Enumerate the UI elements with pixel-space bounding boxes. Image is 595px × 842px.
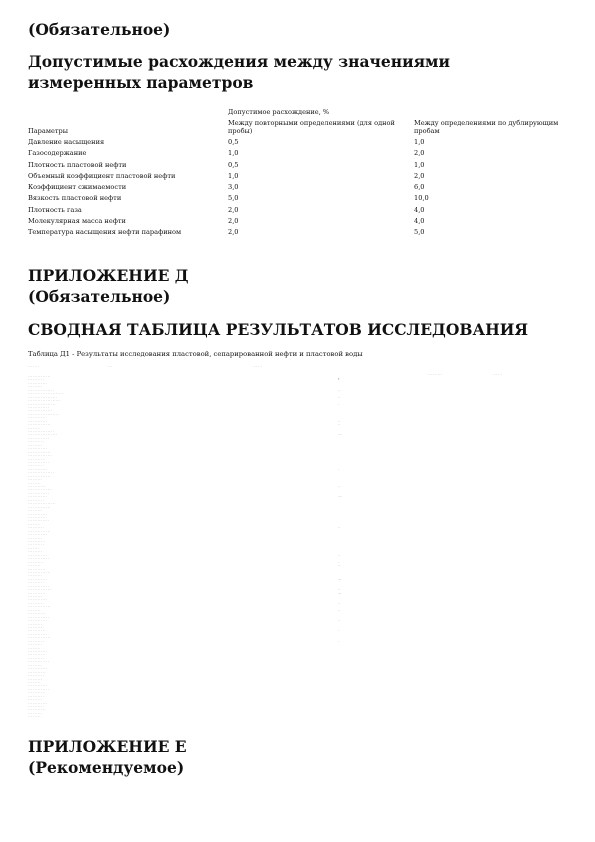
tiny-cell: · · · · · · · · · · · · · [28,405,49,409]
tiny-cell: · · · · · · · · · · · · · [28,436,49,440]
row-parallel-value: 5,0 [228,194,239,203]
row-param: Коэффициент сжимаемости [28,183,127,192]
row-param: Температура насыщения нефти парафином [28,228,182,237]
tiny-cell: · · · · · · · · · · [28,526,44,530]
tiny-cell: · · · · · · · · · · · [28,691,46,695]
row-duplicate-value: 5,0 [414,228,425,237]
table-row [28,148,568,159]
tiny-cell: · · · · · · · · · [28,509,43,513]
tiny-cell: · · · · · · · · · · · [28,653,46,657]
tiny-cell: · · · · · · · · · · · [28,670,46,674]
tiny-cell: · · · · · · · · · · · [28,540,46,543]
row-param: Объемный коэффициент пластовой нефти [28,171,176,180]
tiny-cell: · · · · · · · · · · · · · · · · [28,471,54,475]
table-row [28,182,568,193]
tiny-cell: · · · · · · · · · · · · [28,619,47,623]
tiny-cell: · · · · · · · · · · · · · · · · · · · · · · [28,392,64,396]
summary-table-title: СВОДНАЯ ТАБЛИЦА РЕЗУЛЬТАТОВ ИССЛЕДОВАНИЯ [28,320,529,339]
tiny-cell: · · · · · · · · · · · · · [28,687,49,691]
tiny-cell: · · · · · · · · · · [28,581,44,585]
row-duplicate-value: 10,0 [414,194,429,203]
tiny-cell: · · · · · · · · · · · [28,515,46,519]
tiny-cell: · · · · · · · · · · · · [28,577,47,581]
tiny-cell: · · · · · · · · · · · · · [28,660,49,664]
tiny-cell: ···· [338,577,342,581]
appendix-d-line2: (Обязательное) [28,286,171,306]
tiny-cell: · [338,560,339,564]
row-param: Давление насыщения [28,138,105,147]
appendix-e-label [28,737,187,779]
tiny-cell: · · · · · · · · · · · · · · · [28,488,52,492]
row-param: Вязкость пластовой нефти [28,194,122,203]
table-row [28,215,568,226]
tiny-cell: · · · · · · · · · · · · [28,381,47,385]
row-parallel-value: 0,5 [228,138,239,147]
tiny-cell: · · · · · · · · · · · · [28,650,47,653]
tiny-cell: · · · · · · · · · [28,595,43,598]
tiny-cell: · · · · · · · · · · · · · [28,460,49,464]
row-duplicate-value: 4,0 [414,216,425,225]
tiny-cell: ·· [338,619,340,623]
tiny-cell: · · · · · · · · · · · · · · [28,375,51,378]
tiny-cell: · · · · · · · · · [28,574,43,578]
tiny-cell: · · · · · · · · · · [28,656,44,660]
tiny-cell: · · · · · · · · · · [28,694,44,698]
tiny-cell: · · · · · · · · · [28,698,43,702]
tiny-cell: · · · · · · · · · · [28,560,44,564]
tiny-cell: · · · · · · · · · · · · · · · · · [28,402,56,406]
row-duplicate-value: 2,0 [414,171,425,180]
tiny-cell: · [338,639,339,643]
tiny-header-cell: · · · · · · [253,365,263,368]
tiny-cell: · · · · · · · · · · · · · [28,615,49,619]
tiny-table-row [28,716,358,719]
tiny-cell: · · · · · · · · · · · · [28,495,47,499]
row-duplicate-value: 1,0 [414,138,425,147]
tiny-cell: · · · · · · · · · [28,550,43,554]
tiny-cell: · · · · · · · · · · · · [28,533,47,537]
tiny-cell: · [338,402,339,406]
tiny-cell: ·· ·· [338,495,343,499]
appendix-e-line2: (Рекомендуемое) [28,757,185,777]
table-d1-caption: Таблица Д1 - Результаты исследования пластовой, сепарированной нефти и пластовой воды [28,350,363,358]
tiny-cell: • [338,378,340,382]
tiny-cell: · · · · · · · · · · · · · · [28,636,51,640]
tiny-cell: · · · · · · · · · [28,443,43,447]
tiny-cell: ·· [338,601,340,605]
tiny-cell: · · · · · · · · · · · · · [28,491,49,495]
tiny-cell: · [338,629,339,633]
tiny-cell: · · · · · · · · · · · · · · · · · [28,502,56,506]
tiny-cell: · · · · · · · · · · [28,639,44,643]
tiny-cell: · · · · · · · · · · · · [28,701,47,705]
tiny-cell: · · · · · · · · · · · · [28,512,47,516]
tiny-cell: · [338,467,339,471]
tiny-cell: ·· [338,564,340,568]
tiny-cell: · · · · · · · · · · · · · · [28,605,51,609]
tiny-cell: · · · · · · · · · [28,385,43,389]
tiny-cell: ·· ·· [338,433,343,437]
tiny-cell: · · · · · · · · · · [28,601,44,605]
tiny-cell: · · · · · · · · · · · · [28,684,47,688]
tiny-cell: · · · · · · · · · [28,622,43,626]
tiny-cell: ·· [338,553,340,557]
row-param: Плотность газа [28,205,82,214]
tiny-cell: · · · · · · · · · · [28,498,44,502]
row-duplicate-value: 2,0 [414,149,425,158]
tiny-cell: · · · · · · · · · · · · [28,467,47,471]
tiny-cell: · · · · · · · · [28,715,41,719]
tiny-cell: ·· [338,485,340,488]
tiny-cell: · · · · · · · · [28,564,41,568]
tiny-cell: · · · · · · · · · · · · [28,632,47,636]
tiny-cell: · · · · · · · · · · · · · · [28,570,51,574]
tiny-cell: · · · · · · · · [28,481,41,485]
tiny-cell: · · · · · · · · · · · [28,708,46,712]
tiny-cell: ·· [338,388,340,392]
tiny-cell: · · · · · · · [28,546,39,550]
table-row [28,170,568,181]
tiny-cell: · · · · · · · · · · · [28,457,46,461]
tiny-cell: ·· [338,608,340,612]
tiny-cell: · · · · · · · · · · · · · · · · [28,388,54,392]
table-row [28,204,568,215]
tiny-cell: · · · · · · · · · · · · · · [28,529,51,533]
tiny-cell: ···· [338,591,342,595]
tiny-cell: · · · · · · · · · · · · [28,553,47,557]
tiny-cell: · · · · · · · · · [28,711,43,715]
tiny-cell: · · · · · · · · · · [28,674,44,678]
tiny-cell: · · · · · · · · [28,646,41,650]
tiny-cell: · · · · · · · · · · · · · [28,557,49,561]
tiny-cell: · · · · · · · · · · · · · · · [28,454,52,458]
tiny-cell: · · · · · · · · · · · · · · · · · · · [28,412,59,416]
col-header-duplicate: Между определениями по дублирующим пробам [414,118,559,135]
row-parallel-value: 1,0 [228,149,239,158]
tiny-cell: · · · · · · · · · · · · [28,667,47,671]
row-duplicate-value: 6,0 [414,183,425,192]
table-row [28,227,568,238]
row-duplicate-value: 4,0 [414,205,425,214]
tiny-cell: ·· [338,419,340,423]
row-parallel-value: 2,0 [228,228,239,237]
tiny-cell: · · · · · · · · · · [28,705,44,708]
tiny-cell: · · · · · · · · · · · · · · [28,474,51,478]
row-duplicate-value: 1,0 [414,160,425,169]
appendix-d-label [28,266,189,308]
tiny-cell: · · · · · · · · · · · [28,485,46,488]
table-row [28,159,568,170]
tiny-cell: · · · · · · · · · · [28,440,44,444]
tiny-cell: · · · · · · · · · · · [28,416,46,420]
tiny-cell: · · · · · · · · · [28,677,43,681]
tiny-cell: · · · · · · · · · · [28,378,44,382]
col-header-param: Параметры [28,126,68,135]
tiny-cell: · · · · · · · · · · · · · · · [28,588,52,592]
appendix-mandatory-label: (Обязательное) [28,20,171,39]
tiny-cell: · · · · · · · · · · [28,464,44,468]
tiny-cell: · · · · · · · · [28,426,41,430]
tiny-cell: · · · · · · · · · · · [28,612,46,616]
tiny-header-cell: · · · · · · · [28,365,39,368]
row-param: Газосодержание [28,149,87,158]
tiny-header-cell: · · · · · · · · · [428,373,443,376]
tiny-cell: · · · · · · · · · · · · · [28,519,49,523]
tiny-cell: · · · · · · · · [28,680,41,684]
row-parallel-value: 2,0 [228,216,239,225]
col-header-parallel: Между повторными определениями (для одной пробы) [228,118,395,135]
tiny-cell: · · · · · · · · [28,522,41,526]
tiny-cell: · · · · · · · · · · [28,625,44,629]
tiny-cell: · · · · · · · · [28,608,41,612]
summary-table-rows [28,376,358,720]
row-parallel-value: 2,0 [228,205,239,214]
tiny-cell: · · · · · · · · · [28,536,43,540]
row-param: Молекулярная масса нефти [28,216,126,225]
tiny-cell: · · · · · · · · · · · · [28,598,47,602]
tiny-cell: · · · · · · · · · · · · · · [28,423,51,427]
discrepancies-table [28,106,568,238]
section-title-discrepancies: Допустимые расхождения между значениями измеренных параметров [28,52,450,92]
row-parallel-value: 1,0 [228,171,239,180]
tiny-cell: · · · · · · · · · · · · · · [28,450,51,454]
tiny-cell: ·· [338,423,340,427]
tiny-cell: · · · · · · · · · · [28,543,44,547]
summary-table-d1 [28,366,568,726]
tiny-cell: · · · · · · · · · · · [28,591,46,595]
header-group: Допустимое расхождение, % [228,107,330,116]
tiny-cell: · · · · · · · · · [28,663,43,667]
table-row [28,137,568,148]
tiny-cell: ·· [338,395,340,399]
tiny-cell: · · · · · · · · · · · · · [28,584,49,588]
tiny-cell: ·· [338,588,340,592]
tiny-cell: · · · · · · · · · · · · [28,419,47,423]
tiny-header-cell: · · · [108,365,113,368]
tiny-cell: · · · · · · · · · · · · · · · · · · · · [28,399,61,403]
tiny-cell: · · · · · · · · · · · · · · · · · · [28,395,57,399]
table-row [28,193,568,204]
tiny-cell: · · · · · · · · · · · · · · · · · · [28,433,57,437]
tiny-cell: · · · · · · · · · [28,643,43,647]
tiny-cell: · · · · · · · · · · · [28,567,46,571]
tiny-cell: · · · · · · · · · · · · [28,447,47,451]
tiny-cell: · · · · · · · · · · · · · · · · [28,430,54,433]
row-parallel-value: 3,0 [228,183,239,192]
tiny-cell: · · · · · · · · · · · [28,629,46,633]
tiny-header-cell: · · · · · · [493,373,503,376]
tiny-cell: · · · · · · · · · [28,478,43,482]
appendix-e-line1: ПРИЛОЖЕНИЕ Е [28,737,187,756]
row-parallel-value: 0,5 [228,160,239,169]
tiny-cell: ·· [338,526,340,530]
row-param: Плотность пластовой нефти [28,160,127,169]
appendix-d-line1: ПРИЛОЖЕНИЕ Д [28,266,189,285]
tiny-cell: · · · · · · · · · · · · · · · [28,409,52,413]
tiny-cell: · · · · · · · · · · · · · · [28,505,51,509]
